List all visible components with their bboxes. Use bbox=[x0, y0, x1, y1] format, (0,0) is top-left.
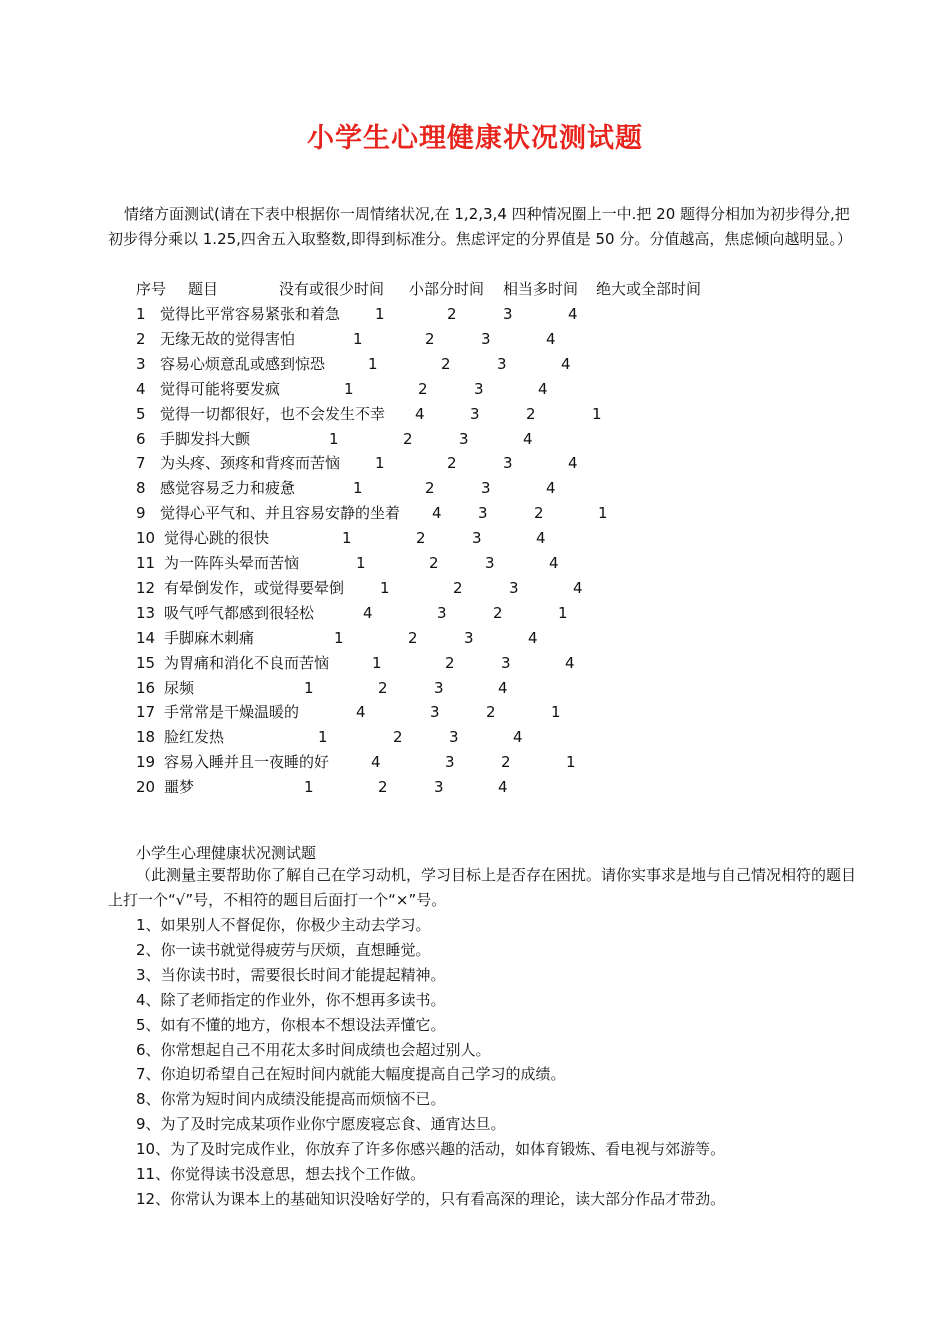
row-score-3: 3 bbox=[434, 678, 444, 697]
row-score-1: 1 bbox=[368, 354, 378, 373]
question-item: 8、你常为短时间内成绩没能提高而烦恼不已。 bbox=[136, 1090, 446, 1109]
intro-paragraph: 情绪方面测试(请在下表中根据你一周情绪状况,在 1,2,3,4 四种情况圈上一中.把 20 题得分相加为初步得分,把初步得分乘以 1.25,四舍五入取整数,即得到标准分。焦虑评定的分界值是 50 分。分值越高，焦虑倾向越明显。） bbox=[108, 205, 852, 248]
row-score-1: 4 bbox=[363, 603, 373, 622]
row-score-1: 1 bbox=[342, 529, 352, 548]
row-score-4: 4 bbox=[546, 329, 556, 348]
row-score-4: 4 bbox=[561, 354, 571, 373]
row-score-4: 1 bbox=[566, 753, 576, 772]
row-score-3: 3 bbox=[485, 554, 495, 572]
page-title: 小学生心理健康状况测试题 bbox=[307, 123, 643, 154]
row-score-4: 1 bbox=[551, 703, 561, 722]
row-num: 20 bbox=[136, 778, 156, 797]
row-score-2: 3 bbox=[478, 504, 488, 523]
row-score-1: 1 bbox=[304, 678, 314, 697]
table-row bbox=[0, 676, 950, 701]
header-col-3: 相当多时间 bbox=[503, 280, 579, 298]
table-row bbox=[0, 501, 950, 526]
row-score-1: 1 bbox=[318, 728, 328, 747]
row-num: 4 bbox=[136, 379, 146, 398]
row-score-2: 2 bbox=[425, 479, 435, 498]
row-num: 14 bbox=[136, 628, 156, 647]
row-item-text: 容易心烦意乱或感到惊恐 bbox=[160, 354, 326, 373]
row-item-text: 脸红发热 bbox=[164, 728, 225, 747]
row-score-1: 4 bbox=[356, 703, 366, 722]
row-score-3: 3 bbox=[472, 529, 482, 548]
row-score-1: 1 bbox=[329, 429, 339, 448]
row-score-1: 1 bbox=[380, 578, 390, 597]
row-item-text: 噩梦 bbox=[164, 778, 195, 797]
header-item: 题目 bbox=[188, 280, 219, 298]
row-num: 15 bbox=[136, 653, 156, 672]
row-score-4: 4 bbox=[549, 554, 559, 572]
table-row bbox=[0, 476, 950, 501]
row-score-1: 1 bbox=[375, 305, 385, 323]
table-row bbox=[0, 327, 950, 352]
row-score-2: 3 bbox=[430, 703, 440, 722]
row-score-2: 2 bbox=[429, 554, 439, 572]
row-score-3: 3 bbox=[509, 578, 519, 597]
row-item-text: 吸气呼气都感到很轻松 bbox=[164, 603, 315, 622]
row-score-4: 4 bbox=[513, 728, 523, 747]
row-num: 2 bbox=[136, 329, 146, 348]
row-score-3: 2 bbox=[486, 703, 496, 722]
row-item-text: 为一阵阵头晕而苦恼 bbox=[164, 554, 300, 572]
table-row bbox=[0, 427, 950, 452]
question-item: 9、为了及时完成某项作业你宁愿废寝忘食、通宵达旦。 bbox=[136, 1115, 506, 1134]
question-item: 7、你迫切希望自己在短时间内就能大幅度提高自己学习的成绩。 bbox=[136, 1065, 566, 1084]
table-row bbox=[0, 302, 950, 327]
row-num: 8 bbox=[136, 479, 146, 498]
row-item-text: 觉得心平气和、并且容易安静的坐着 bbox=[160, 504, 401, 523]
row-score-2: 3 bbox=[470, 404, 480, 423]
row-score-1: 1 bbox=[356, 554, 366, 572]
row-score-4: 4 bbox=[568, 454, 578, 473]
row-score-1: 4 bbox=[432, 504, 442, 523]
row-score-3: 3 bbox=[497, 354, 507, 373]
row-score-1: 1 bbox=[304, 778, 314, 797]
row-score-4: 4 bbox=[523, 429, 533, 448]
row-num: 6 bbox=[136, 429, 146, 448]
row-score-2: 2 bbox=[445, 653, 455, 672]
row-score-4: 1 bbox=[598, 504, 608, 523]
row-item-text: 手脚麻木刺痛 bbox=[164, 628, 255, 647]
row-item-text: 觉得心跳的很快 bbox=[164, 529, 270, 548]
row-score-1: 4 bbox=[415, 404, 425, 423]
table-row bbox=[0, 651, 950, 676]
question-item: 11、你觉得读书没意思，想去找个工作做。 bbox=[136, 1165, 426, 1183]
row-score-3: 2 bbox=[534, 504, 544, 523]
table-row bbox=[0, 451, 950, 476]
row-score-4: 4 bbox=[536, 529, 546, 548]
row-item-text: 手常常是干燥温暖的 bbox=[164, 703, 300, 722]
table-row bbox=[0, 551, 950, 576]
row-score-3: 2 bbox=[493, 603, 503, 622]
row-score-2: 2 bbox=[447, 454, 457, 473]
row-score-3: 3 bbox=[481, 329, 491, 348]
question-item: 1、如果别人不督促你，你极少主动去学习。 bbox=[136, 916, 431, 934]
row-score-4: 4 bbox=[546, 479, 556, 498]
row-score-2: 2 bbox=[418, 379, 428, 398]
table-row bbox=[0, 377, 950, 402]
row-num: 10 bbox=[136, 529, 156, 548]
row-item-text: 感觉容易乏力和疲惫 bbox=[160, 479, 296, 498]
table-row bbox=[0, 352, 950, 377]
row-score-1: 1 bbox=[344, 379, 354, 398]
row-score-4: 4 bbox=[498, 778, 508, 797]
table-row bbox=[0, 750, 950, 775]
row-item-text: 觉得可能将要发疯 bbox=[160, 379, 281, 398]
row-score-4: 4 bbox=[528, 628, 538, 647]
row-score-2: 3 bbox=[437, 603, 447, 622]
row-item-text: 觉得比平常容易紧张和着急 bbox=[160, 305, 341, 323]
row-num: 12 bbox=[136, 578, 156, 597]
section2-title: 小学生心理健康状况测试题 bbox=[136, 844, 317, 862]
row-score-1: 1 bbox=[353, 479, 363, 498]
row-num: 9 bbox=[136, 504, 146, 523]
row-score-4: 1 bbox=[558, 603, 568, 622]
row-score-2: 2 bbox=[425, 329, 435, 348]
row-score-2: 2 bbox=[403, 429, 413, 448]
row-item-text: 手脚发抖大颤 bbox=[160, 429, 251, 448]
row-item-text: 有晕倒发作，或觉得要晕倒 bbox=[164, 578, 345, 597]
row-score-3: 3 bbox=[481, 479, 491, 498]
question-item: 5、如有不懂的地方，你根本不想设法弄懂它。 bbox=[136, 1015, 446, 1034]
row-score-2: 2 bbox=[416, 529, 426, 548]
table-row bbox=[0, 601, 950, 626]
row-num: 1 bbox=[136, 305, 146, 323]
row-score-2: 2 bbox=[393, 728, 403, 747]
table-row bbox=[0, 775, 950, 800]
row-score-1: 1 bbox=[372, 653, 382, 672]
row-score-3: 2 bbox=[526, 404, 536, 423]
row-num: 3 bbox=[136, 354, 146, 373]
row-score-1: 1 bbox=[353, 329, 363, 348]
row-score-2: 3 bbox=[445, 753, 455, 772]
row-item-text: 尿频 bbox=[164, 678, 195, 697]
row-item-text: 觉得一切都很好，也不会发生不幸 bbox=[160, 404, 386, 423]
header-col-2: 小部分时间 bbox=[409, 280, 485, 298]
row-score-3: 3 bbox=[459, 429, 469, 448]
question-item: 2、你一读书就觉得疲劳与厌烦，直想睡觉。 bbox=[136, 940, 431, 959]
row-num: 13 bbox=[136, 603, 156, 622]
row-score-1: 1 bbox=[375, 454, 385, 473]
table-row bbox=[0, 576, 950, 601]
row-score-4: 1 bbox=[592, 404, 602, 423]
row-score-1: 4 bbox=[371, 753, 381, 772]
row-score-3: 3 bbox=[503, 305, 513, 323]
row-score-4: 4 bbox=[565, 653, 575, 672]
question-item: 12、你常认为课本上的基础知识没啥好学的，只有看高深的理论，读大部分作品才带劲。 bbox=[136, 1189, 726, 1208]
question-item: 3、当你读书时，需要很长时间才能提起精神。 bbox=[136, 965, 446, 984]
section2-intro: （此测量主要帮助你了解自己在学习动机，学习目标上是否存在困扰。请你实事求是地与自己情况相符的题目上打一个“√”号，不相符的题目后面打一个“×”号。 bbox=[108, 866, 857, 909]
header-col-1: 没有或很少时间 bbox=[279, 280, 385, 298]
row-num: 7 bbox=[136, 454, 146, 473]
row-num: 17 bbox=[136, 703, 156, 722]
row-num: 5 bbox=[136, 404, 146, 423]
table-row bbox=[0, 725, 950, 750]
row-score-1: 1 bbox=[334, 628, 344, 647]
row-item-text: 无缘无故的觉得害怕 bbox=[160, 329, 296, 348]
row-score-4: 4 bbox=[498, 678, 508, 697]
question-item: 10、为了及时完成作业，你放弃了许多你感兴趣的活动，如体育锻炼、看电视与郊游等。 bbox=[136, 1140, 726, 1159]
row-score-2: 2 bbox=[378, 778, 388, 797]
row-score-3: 3 bbox=[434, 778, 444, 797]
row-score-2: 2 bbox=[453, 578, 463, 597]
row-score-3: 3 bbox=[464, 628, 474, 647]
header-num: 序号 bbox=[136, 280, 167, 298]
row-score-3: 3 bbox=[449, 728, 459, 747]
row-score-4: 4 bbox=[538, 379, 548, 398]
row-score-2: 2 bbox=[447, 305, 457, 323]
row-item-text: 为胃痛和消化不良而苦恼 bbox=[164, 653, 330, 672]
row-score-2: 2 bbox=[378, 678, 388, 697]
row-num: 19 bbox=[136, 753, 156, 772]
table-row bbox=[0, 526, 950, 551]
row-score-3: 3 bbox=[503, 454, 513, 473]
table-header bbox=[0, 277, 950, 302]
row-score-3: 2 bbox=[501, 753, 511, 772]
row-score-2: 2 bbox=[408, 628, 418, 647]
row-item-text: 为头疼、颈疼和背疼而苦恼 bbox=[160, 454, 341, 473]
table-row bbox=[0, 700, 950, 725]
header-col-4: 绝大或全部时间 bbox=[596, 280, 702, 298]
row-num: 11 bbox=[136, 554, 156, 572]
question-item: 4、除了老师指定的作业外，你不想再多读书。 bbox=[136, 990, 446, 1009]
table-row bbox=[0, 626, 950, 651]
row-item-text: 容易入睡并且一夜睡的好 bbox=[164, 753, 330, 772]
row-score-4: 4 bbox=[573, 578, 583, 597]
row-num: 16 bbox=[136, 678, 156, 697]
row-score-3: 3 bbox=[474, 379, 484, 398]
table-row bbox=[0, 402, 950, 427]
row-num: 18 bbox=[136, 728, 156, 747]
row-score-2: 2 bbox=[441, 354, 451, 373]
question-item: 6、你常想起自己不用花太多时间成绩也会超过别人。 bbox=[136, 1040, 491, 1059]
row-score-4: 4 bbox=[568, 305, 578, 323]
row-score-3: 3 bbox=[501, 653, 511, 672]
